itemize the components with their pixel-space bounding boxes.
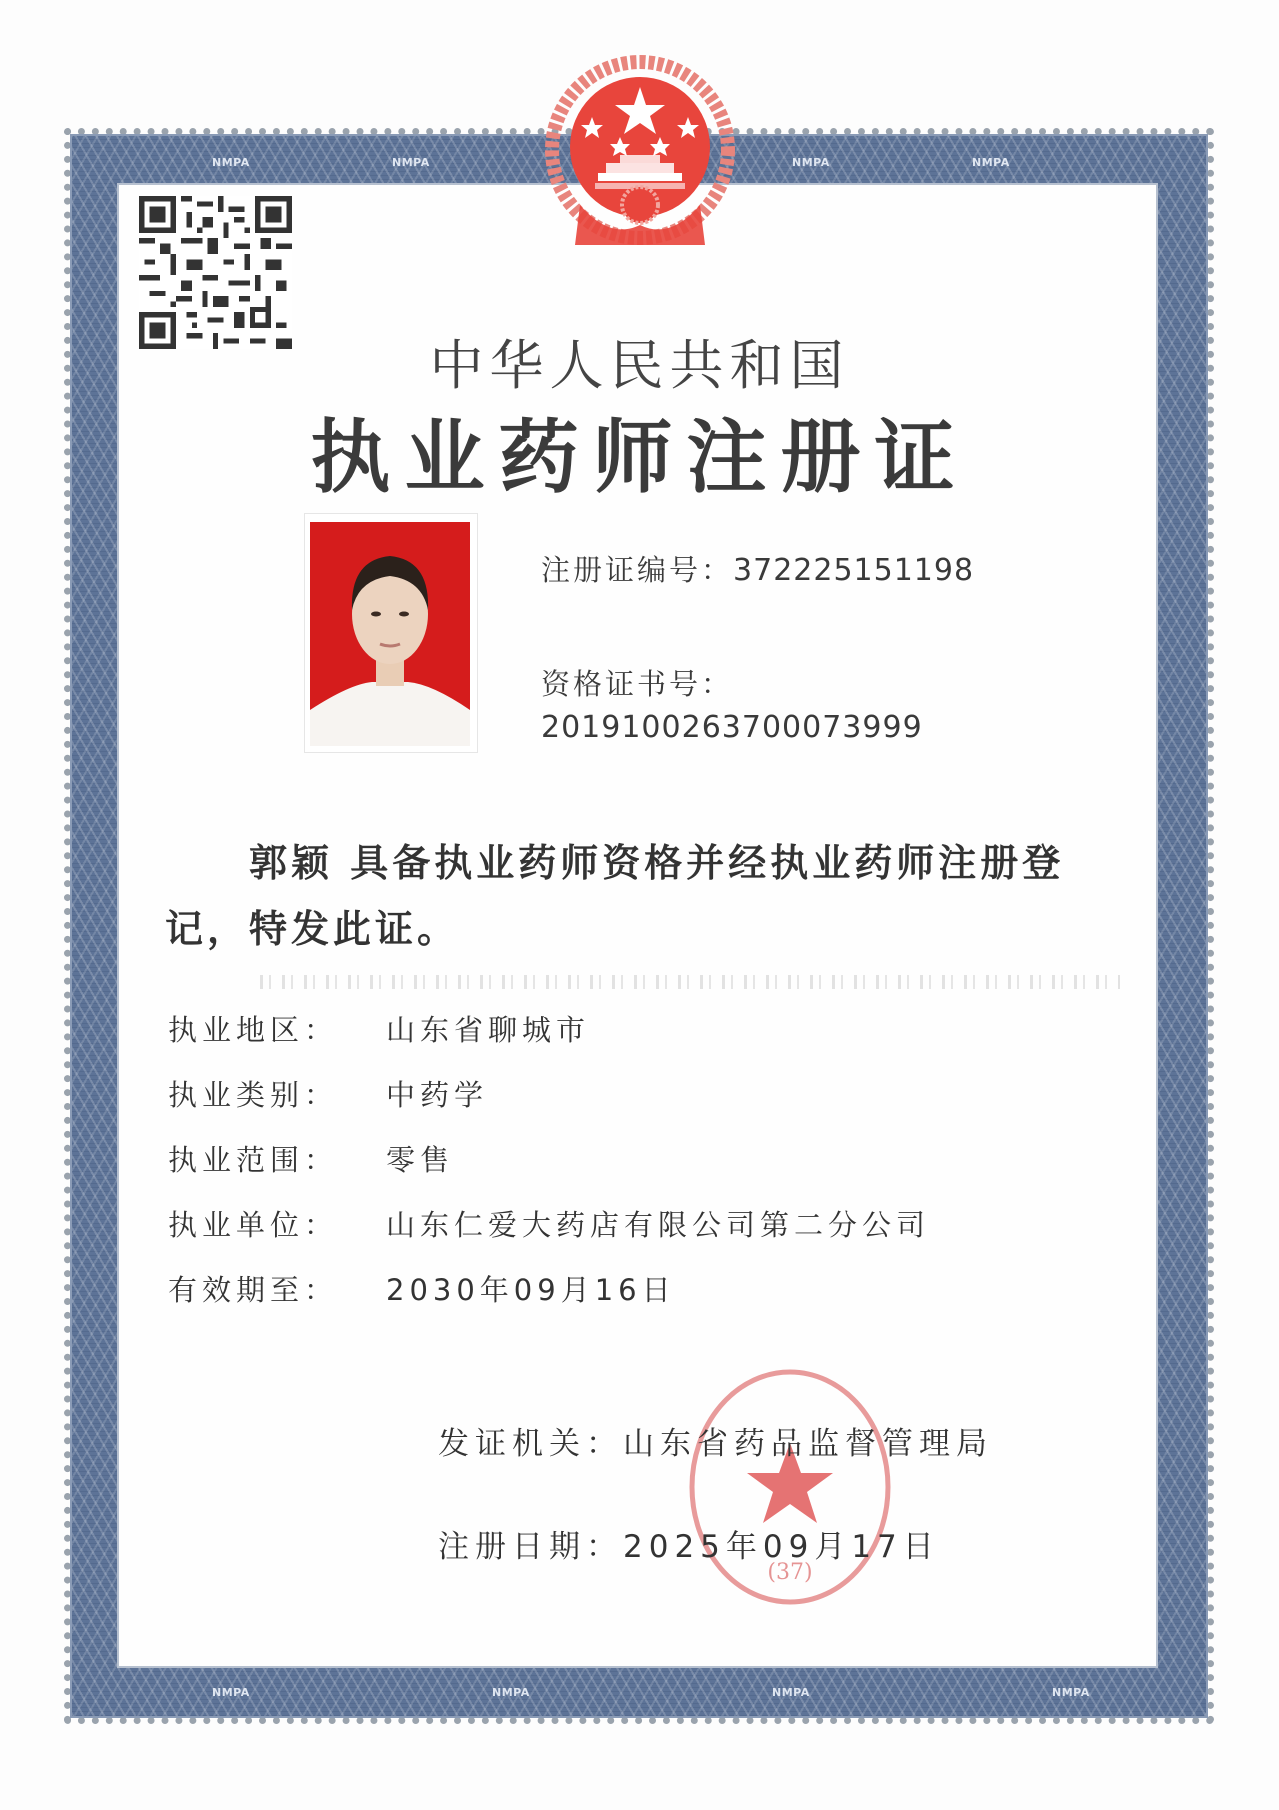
border-watermark: NMPA [1052, 1686, 1090, 1699]
detail-label: 执业地区： [168, 1013, 339, 1047]
registration-date-value: 2025年09月17日 [623, 1529, 940, 1565]
border-watermark: NMPA [972, 156, 1010, 169]
border-watermark: NMPA [212, 1686, 250, 1699]
detail-value: 2030年09月16日 [386, 1273, 676, 1307]
cert-number-row [541, 548, 974, 589]
issuer-value: 山东省药品监督管理局 [623, 1426, 993, 1462]
detail-value: 中药学 [386, 1078, 489, 1112]
qualification-label: 资格证书号： [541, 667, 734, 701]
detail-row-scope [168, 1138, 454, 1179]
qualification-number-value: 2019100263700073999 [541, 710, 923, 745]
registration-date-label: 注册日期： [438, 1529, 623, 1565]
certification-statement: 郭颖 具备执业药师资格并经执业药师注册登记，特发此证。 [165, 841, 1065, 951]
border-watermark: NMPA [772, 1686, 810, 1699]
border-watermark: NMPA [392, 156, 430, 169]
detail-row-employer [168, 1203, 930, 1244]
detail-value: 山东仁爱大药店有限公司第二分公司 [386, 1208, 931, 1242]
issuer-row [438, 1418, 993, 1463]
border-watermark: NMPA [212, 156, 250, 169]
issuer-label: 发证机关： [438, 1426, 623, 1462]
holder-photo [305, 514, 477, 752]
cert-number-label: 注册证编号： [541, 553, 734, 587]
registration-date-row [438, 1521, 940, 1566]
detail-label: 执业单位： [168, 1208, 339, 1242]
person-portrait-icon [310, 522, 470, 746]
scan-artifact [260, 975, 1120, 989]
border-watermark: NMPA [492, 1686, 530, 1699]
border-watermark: NMPA [792, 156, 830, 169]
detail-label: 有效期至： [168, 1273, 339, 1307]
seal-code: (37) [767, 1560, 813, 1585]
detail-row-category [168, 1073, 488, 1114]
cert-number-value: 372225151198 [733, 553, 975, 588]
detail-row-region [168, 1008, 590, 1049]
detail-label: 执业类别： [168, 1078, 339, 1112]
detail-row-valid-until [168, 1268, 676, 1309]
official-seal-icon [685, 1365, 895, 1610]
detail-label: 执业范围： [168, 1143, 339, 1177]
title-country: 中华人民共和国 [429, 334, 850, 397]
title-certificate: 执业药师注册证 [310, 411, 969, 504]
detail-value: 零售 [386, 1143, 455, 1177]
national-emblem-icon [540, 55, 740, 255]
detail-value: 山东省聊城市 [386, 1013, 591, 1047]
